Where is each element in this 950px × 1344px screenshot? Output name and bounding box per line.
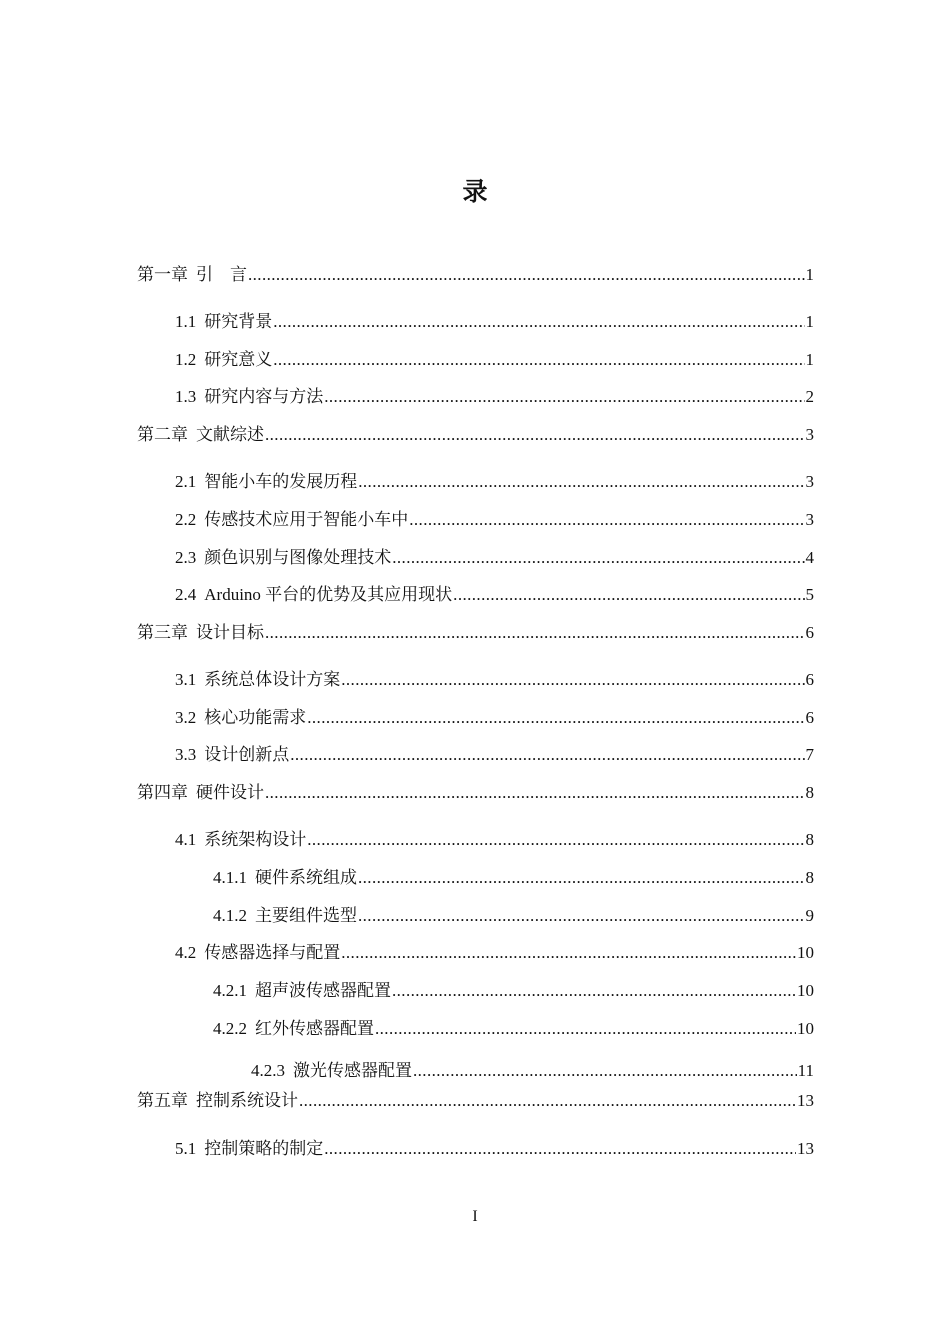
toc-entry-number: 1.1 xyxy=(175,312,197,331)
toc-entry-3-3[interactable] xyxy=(175,743,814,767)
toc-entry-3-2[interactable] xyxy=(175,706,814,730)
toc-entry-chapter-4[interactable] xyxy=(137,781,814,805)
toc-entry-chapter-3[interactable] xyxy=(137,621,814,645)
toc-entry-label: 激光传感器配置 xyxy=(293,1061,412,1080)
toc-entry-1-1[interactable] xyxy=(175,310,814,334)
toc-entry-page: 8 xyxy=(805,868,814,887)
toc-leader-dots xyxy=(307,706,804,730)
toc-entry-4-2-3[interactable] xyxy=(251,1059,814,1083)
toc-entry-number: 4.1.1 xyxy=(213,868,247,887)
toc-leader-dots xyxy=(392,546,804,570)
toc-entry-4-2-2[interactable] xyxy=(213,1017,814,1041)
toc-leader-dots xyxy=(273,310,804,334)
toc-entry-page: 8 xyxy=(805,830,814,849)
toc-entry-page: 10 xyxy=(797,981,814,1000)
page-number: I xyxy=(472,1208,478,1225)
toc-entry-number: 第三章 xyxy=(137,623,188,642)
toc-entry-page: 11 xyxy=(797,1061,814,1080)
toc-entry-number: 1.3 xyxy=(175,387,197,406)
toc-entry-2-3[interactable] xyxy=(175,546,814,570)
toc-entry-1-3[interactable] xyxy=(175,385,814,409)
toc-entry-label: 主要组件选型 xyxy=(255,906,357,925)
toc-entry-number: 4.1 xyxy=(175,830,197,849)
toc-entry-chapter-5[interactable] xyxy=(137,1089,814,1113)
toc-leader-dots xyxy=(409,508,804,532)
toc-entry-page: 13 xyxy=(797,1091,814,1110)
toc-entry-2-2[interactable] xyxy=(175,508,814,532)
toc-leader-dots xyxy=(453,583,804,607)
toc-entry-page: 5 xyxy=(805,585,814,604)
toc-leader-dots xyxy=(265,781,805,805)
toc-entry-4-2-1[interactable] xyxy=(213,979,814,1003)
toc-entry-1-2[interactable] xyxy=(175,348,814,372)
toc-entry-4-1[interactable] xyxy=(175,828,814,852)
toc-entry-label: 红外传感器配置 xyxy=(255,1019,374,1038)
toc-entry-number: 2.3 xyxy=(175,548,197,567)
toc-entry-number: 4.2.3 xyxy=(251,1061,285,1080)
toc-entry-page: 2 xyxy=(805,387,814,406)
toc-entry-number: 3.3 xyxy=(175,745,197,764)
toc-entry-label: 硬件系统组成 xyxy=(255,868,357,887)
toc-entry-label: 研究内容与方法 xyxy=(204,387,324,406)
toc-entry-label: 智能小车的发展历程 xyxy=(204,472,358,491)
toc-entry-page: 1 xyxy=(805,350,814,369)
toc-leader-dots xyxy=(358,904,805,928)
toc-entry-number: 1.2 xyxy=(175,350,197,369)
toc-entry-number: 第五章 xyxy=(137,1091,188,1110)
toc-entry-label: 研究背景 xyxy=(204,312,273,331)
toc-entry-page: 9 xyxy=(805,906,814,925)
toc-entry-number: 2.2 xyxy=(175,510,197,529)
toc-entry-5-1[interactable] xyxy=(175,1137,814,1161)
toc-entry-2-4[interactable] xyxy=(175,583,814,607)
toc-leader-dots xyxy=(299,1089,796,1113)
toc-entry-label: 系统架构设计 xyxy=(204,830,307,849)
toc-entry-number: 3.1 xyxy=(175,670,197,689)
toc-leader-dots xyxy=(358,470,804,494)
toc-entry-4-1-2[interactable] xyxy=(213,904,814,928)
toc-leader-dots xyxy=(413,1059,797,1083)
toc-leader-dots xyxy=(324,1137,796,1161)
toc-entry-number: 4.2.1 xyxy=(213,981,247,1000)
toc-entry-number: 5.1 xyxy=(175,1139,197,1158)
toc-entry-label: 超声波传感器配置 xyxy=(255,981,391,1000)
toc-entry-label: 系统总体设计方案 xyxy=(204,670,341,689)
toc-leader-dots xyxy=(265,621,805,645)
toc-entry-number: 3.2 xyxy=(175,708,197,727)
toc-leader-dots xyxy=(248,263,805,287)
toc-entry-label: 传感器选择与配置 xyxy=(204,943,341,962)
toc-entry-page: 8 xyxy=(805,783,814,802)
toc-entry-label: 控制策略的制定 xyxy=(204,1139,324,1158)
toc-entry-page: 6 xyxy=(805,623,814,642)
toc-entry-label: 颜色识别与图像处理技术 xyxy=(204,548,392,567)
toc-entry-page: 3 xyxy=(805,425,814,444)
toc-entry-number: 第二章 xyxy=(137,425,188,444)
toc-leader-dots xyxy=(324,385,804,409)
toc-leader-dots xyxy=(307,828,804,852)
toc-entry-number: 第一章 xyxy=(137,265,188,284)
toc-entry-page: 1 xyxy=(805,265,814,284)
toc-entry-page: 13 xyxy=(797,1139,814,1158)
toc-entry-number: 2.1 xyxy=(175,472,197,491)
toc-entry-page: 7 xyxy=(805,745,814,764)
toc-entry-4-1-1[interactable] xyxy=(213,866,814,890)
toc-entry-page: 3 xyxy=(805,510,814,529)
toc-entry-label: 研究意义 xyxy=(204,350,273,369)
toc-entry-label: 控制系统设计 xyxy=(196,1091,298,1110)
toc-entry-4-2[interactable] xyxy=(175,941,814,965)
toc-entry-page: 10 xyxy=(797,943,814,962)
toc-entry-label: 文献综述 xyxy=(196,425,264,444)
page-title: 录 xyxy=(462,177,488,206)
toc-entry-page: 1 xyxy=(805,312,814,331)
toc-leader-dots xyxy=(290,743,804,767)
toc-entry-number: 2.4 xyxy=(175,585,197,604)
toc-leader-dots xyxy=(273,348,804,372)
toc-entry-label: 传感技术应用于智能小车中 xyxy=(204,510,409,529)
toc-entry-chapter-1[interactable] xyxy=(137,263,814,287)
toc-entry-number: 4.1.2 xyxy=(213,906,247,925)
toc-leader-dots xyxy=(392,979,796,1003)
toc-leader-dots xyxy=(265,423,805,447)
toc-entry-label: 核心功能需求 xyxy=(204,708,307,727)
toc-entry-number: 4.2.2 xyxy=(213,1019,247,1038)
toc-entry-page: 10 xyxy=(797,1019,814,1038)
toc-entry-3-1[interactable] xyxy=(175,668,814,692)
toc-entry-label: 引 言 xyxy=(196,265,247,284)
toc-leader-dots xyxy=(341,668,804,692)
toc-leader-dots xyxy=(341,941,796,965)
toc-entry-2-1[interactable] xyxy=(175,470,814,494)
toc-entry-number: 第四章 xyxy=(137,783,188,802)
toc-entry-label: Arduino 平台的优势及其应用现状 xyxy=(204,585,453,604)
toc-entry-number: 4.2 xyxy=(175,943,197,962)
toc-entry-label: 设计目标 xyxy=(196,623,264,642)
toc-entry-page: 3 xyxy=(805,472,814,491)
toc-leader-dots xyxy=(358,866,805,890)
toc-entry-page: 4 xyxy=(805,548,814,567)
toc-entry-label: 硬件设计 xyxy=(196,783,264,802)
toc-leader-dots xyxy=(375,1017,796,1041)
toc-entry-page: 6 xyxy=(805,670,814,689)
toc-entry-chapter-2[interactable] xyxy=(137,423,814,447)
toc-entry-page: 6 xyxy=(805,708,814,727)
toc-entry-label: 设计创新点 xyxy=(204,745,290,764)
